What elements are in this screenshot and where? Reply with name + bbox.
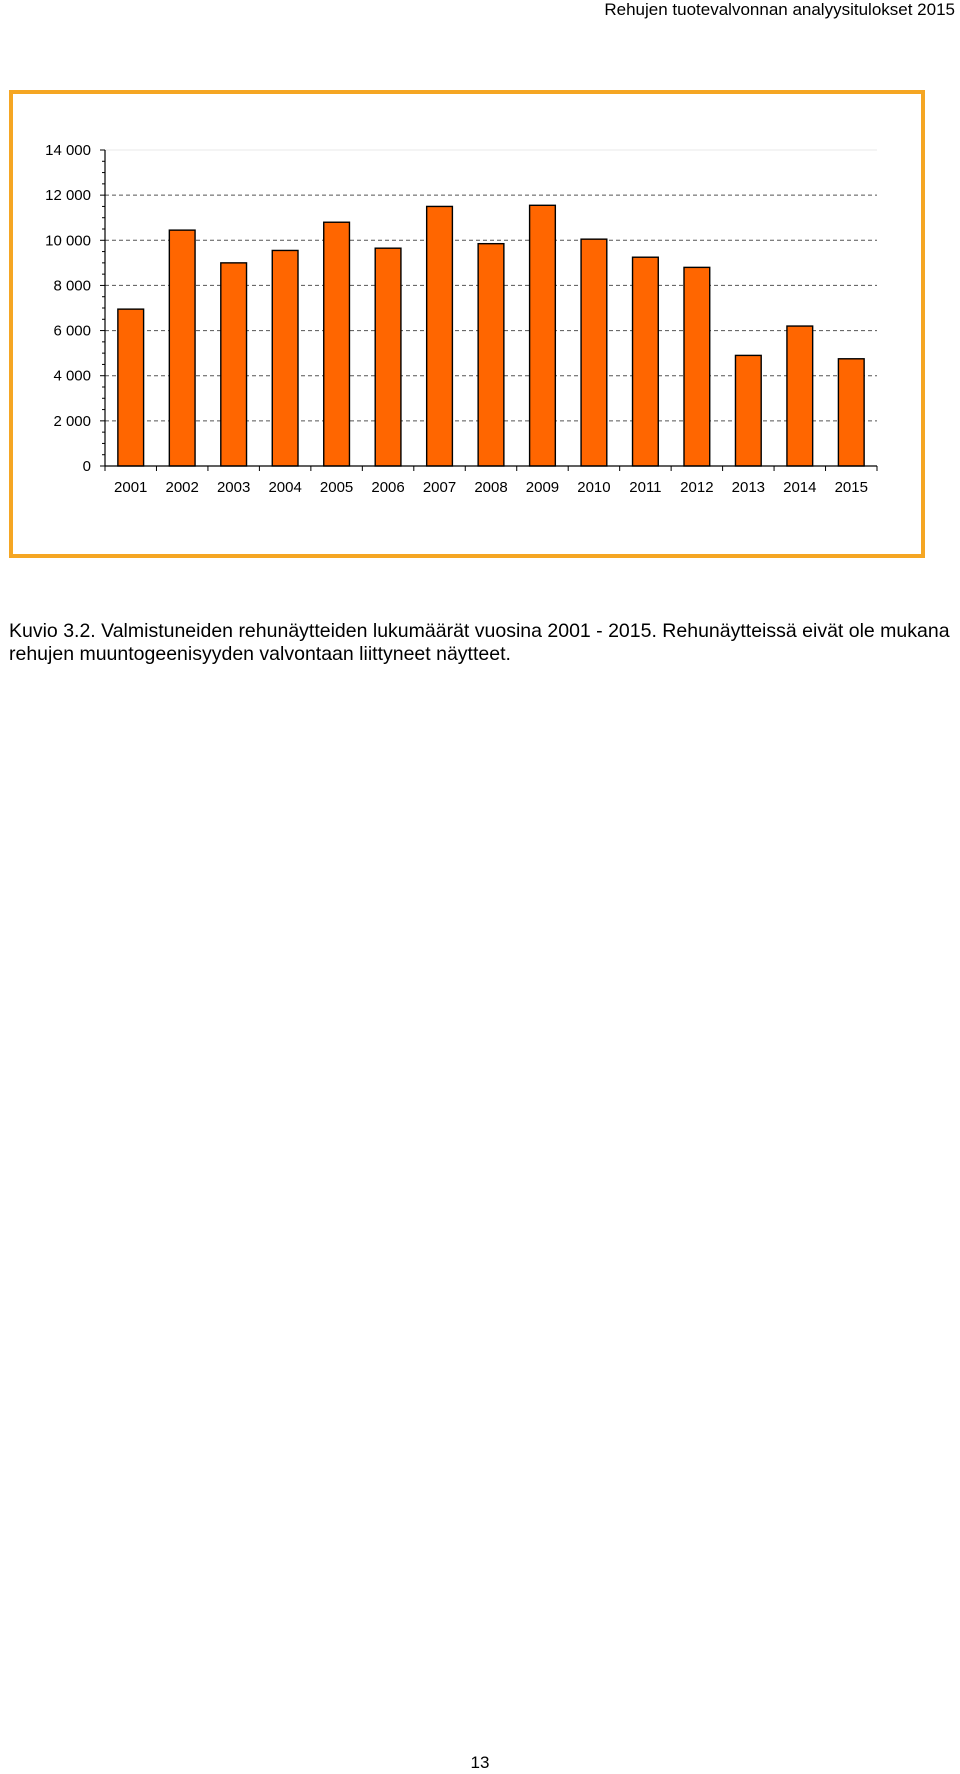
y-tick-label: 12 000 xyxy=(45,187,91,205)
x-tick-label: 2014 xyxy=(783,479,817,496)
x-tick-label: 2009 xyxy=(525,479,560,496)
bar-2011 xyxy=(633,257,659,466)
figure-caption: Kuvio 3.2. Valmistuneiden rehunäytteiden lukumäärät vuosina 2001 - 2015. Rehunäytteissä eivät ole mukana rehujen muuntogeenisyyden valvontaan liittyneet näytteet. xyxy=(9,620,950,665)
bar-2005 xyxy=(324,222,350,466)
x-tick-label: 2002 xyxy=(165,479,199,496)
x-tick-label: 2012 xyxy=(680,479,714,496)
y-tick-label: 14 000 xyxy=(45,142,91,159)
bar-2014 xyxy=(787,326,813,466)
x-tick-label: 2011 xyxy=(629,479,662,496)
bar-chart xyxy=(13,94,921,554)
bar-2007 xyxy=(427,206,453,466)
running-header: Rehujen tuotevalvonnan analyysitulokset 2015 xyxy=(604,0,955,19)
bar-2001 xyxy=(118,309,144,466)
y-tick-label: 0 xyxy=(82,458,91,475)
x-tick-label: 2015 xyxy=(834,479,868,496)
bar-2010 xyxy=(581,239,607,466)
y-tick-label: 10 000 xyxy=(45,232,91,250)
bar-2015 xyxy=(838,359,864,466)
bar-2006 xyxy=(375,248,401,466)
bar-layer xyxy=(118,205,864,466)
bar-2003 xyxy=(221,263,247,466)
x-tick-label: 2005 xyxy=(319,479,354,496)
x-tick-label: 2003 xyxy=(216,479,251,496)
y-tick-label: 2 000 xyxy=(53,412,91,430)
bar-2004 xyxy=(272,250,298,466)
x-tick-label: 2007 xyxy=(422,479,457,496)
x-tick-label: 2013 xyxy=(731,479,766,496)
chart-frame xyxy=(9,90,925,558)
bar-2009 xyxy=(530,205,556,466)
bar-2002 xyxy=(169,230,195,466)
bar-2008 xyxy=(478,244,504,466)
bar-2012 xyxy=(684,267,710,466)
x-tick-label: 2004 xyxy=(268,479,302,496)
bar-2013 xyxy=(735,355,761,466)
x-tick-label: 2001 xyxy=(114,479,148,496)
y-tick-label: 6 000 xyxy=(53,322,91,340)
x-tick-label: 2006 xyxy=(371,479,405,496)
x-tick-label: 2010 xyxy=(577,479,611,496)
y-tick-label: 8 000 xyxy=(53,277,91,295)
y-tick-label: 4 000 xyxy=(53,367,91,385)
x-tick-label: 2008 xyxy=(474,479,508,496)
page-number: 13 xyxy=(470,1753,490,1772)
